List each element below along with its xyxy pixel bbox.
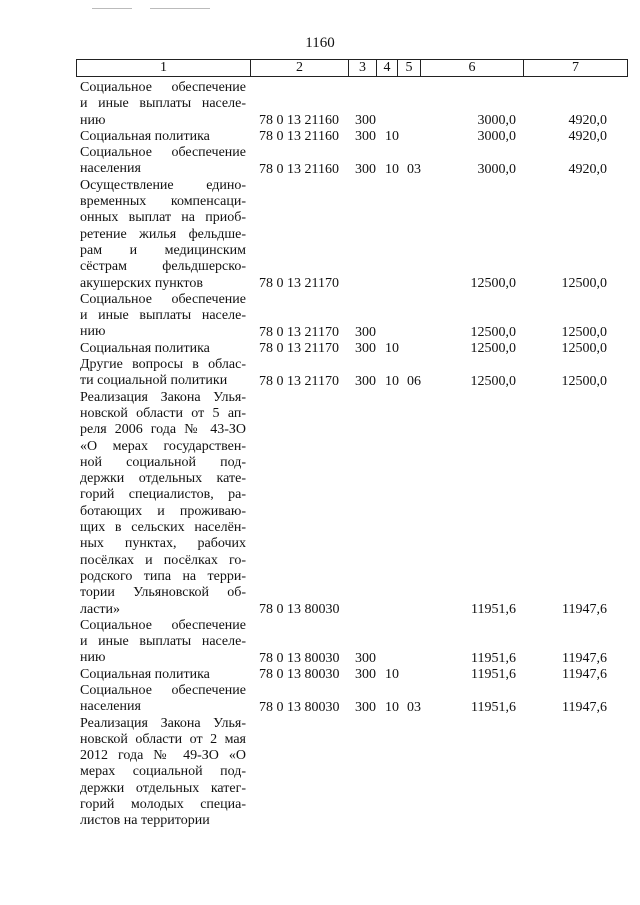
budget-code-cell: 78 0 13 80030 (259, 650, 340, 666)
row-description (80, 390, 246, 618)
amount-col7-cell: 11947,6 (562, 601, 607, 617)
budget-code-cell: 78 0 13 21170 (259, 324, 339, 340)
description-line: нию (80, 650, 106, 666)
section-cell: 10 (385, 341, 399, 357)
description-line: ботающих и проживаю- (80, 503, 246, 519)
budget-code-cell: 78 0 13 80030 (259, 601, 340, 617)
amount-col6-cell: 11951,6 (471, 699, 516, 715)
description-line: Социальное обеспечение (80, 145, 246, 161)
description-line: Социальное обеспечение (80, 291, 246, 307)
table-body (0, 80, 640, 830)
description-line: 2012 года № 49-ЗО «О (80, 748, 246, 764)
row-values (0, 814, 640, 830)
budget-code-cell: 78 0 13 21170 (259, 275, 339, 291)
description-line: Реализация Закона Улья- (80, 715, 246, 731)
description-line: и иные выплаты населе- (80, 96, 246, 112)
description-line: ретение жилья фельдше- (80, 226, 246, 242)
description-line: ных пунктах, рабочих (80, 536, 246, 552)
description-line: и иные выплаты населе- (80, 308, 246, 324)
description-line: сёстрам фельдшерско- (80, 259, 246, 275)
description-line: онных выплат на приоб- (80, 210, 246, 226)
description-line: рам и медицинским (80, 242, 246, 258)
description-line: ти социальной политики (80, 373, 228, 389)
row-values (0, 325, 640, 341)
header-cell: 2 (251, 60, 349, 76)
description-line: Социальное обеспечение (80, 80, 246, 95)
amount-col7-cell: 12500,0 (561, 324, 607, 340)
description-line: «О мерах государствен- (80, 438, 246, 454)
description-line: ной социальной под- (80, 454, 246, 470)
row-values (0, 374, 640, 390)
description-line: новской области от 2 мая (80, 731, 246, 747)
description-line: посёлках и посёлках го- (80, 552, 246, 568)
row-values (0, 162, 640, 178)
subsection-cell: 03 (407, 699, 421, 715)
header-cell: 1 (77, 60, 251, 76)
table-row (0, 390, 640, 618)
amount-col7-cell: 12500,0 (561, 373, 607, 389)
description-line: Реализация Закона Улья- (80, 389, 246, 405)
description-line: Социальное обеспечение (80, 682, 246, 698)
budget-code-cell: 78 0 13 80030 (259, 699, 340, 715)
table-row (0, 357, 640, 390)
table-row (0, 716, 640, 830)
section-cell: 10 (385, 666, 399, 682)
expense-type-cell: 300 (355, 341, 376, 357)
expense-type-cell: 300 (355, 324, 376, 340)
budget-code-cell: 78 0 13 21160 (259, 161, 339, 177)
description-line: мерах социальной под- (80, 764, 246, 780)
amount-col7-cell: 11947,6 (562, 666, 607, 682)
amount-col6-cell: 11951,6 (471, 650, 516, 666)
amount-col7-cell: 12500,0 (561, 275, 607, 291)
amount-col7-cell: 11947,6 (562, 699, 607, 715)
description-line: Социальная политика (80, 666, 210, 682)
table-row (0, 667, 640, 683)
description-line: временных компенсаци- (80, 194, 246, 210)
section-cell: 10 (385, 161, 399, 177)
row-values (0, 700, 640, 716)
budget-code-cell: 78 0 13 21170 (259, 341, 339, 357)
expense-type-cell: 300 (355, 699, 376, 715)
description-line: новской области от 5 ап- (80, 405, 246, 421)
amount-col6-cell: 3000,0 (477, 129, 516, 145)
header-cell: 5 (398, 60, 421, 76)
table-row (0, 683, 640, 716)
description-line: держки отдельных кате- (80, 471, 246, 487)
description-line: населения (80, 699, 141, 715)
amount-col6-cell: 12500,0 (470, 373, 516, 389)
amount-col6-cell: 12500,0 (470, 324, 516, 340)
description-line: Социальная политика (80, 340, 210, 356)
header-cell: 3 (349, 60, 377, 76)
table-row (0, 292, 640, 341)
row-values (0, 651, 640, 667)
expense-type-cell: 300 (355, 129, 376, 145)
amount-col7-cell: 4920,0 (568, 129, 607, 145)
row-values (0, 129, 640, 145)
amount-col7-cell: 4920,0 (568, 161, 607, 177)
description-line: горий молодых специа- (80, 797, 246, 813)
expense-type-cell: 300 (355, 161, 376, 177)
description-line: щих в сельских населён- (80, 520, 246, 536)
header-cell: 4 (377, 60, 398, 76)
budget-code-cell: 78 0 13 21170 (259, 373, 339, 389)
description-line: Другие вопросы в облас- (80, 357, 246, 373)
description-line: листов на территории (80, 813, 210, 829)
amount-col6-cell: 12500,0 (470, 275, 516, 291)
description-line: ласти» (80, 601, 121, 617)
table-row (0, 341, 640, 357)
table-row (0, 618, 640, 667)
row-values (0, 667, 640, 683)
description-line: Социальная политика (80, 128, 210, 144)
subsection-cell: 06 (407, 373, 421, 389)
amount-col6-cell: 3000,0 (477, 112, 516, 128)
table-header (76, 59, 628, 77)
page-number: 1160 (305, 35, 335, 51)
section-cell: 10 (385, 129, 399, 145)
description-line: горий специалистов, ра- (80, 487, 246, 503)
description-line: тории Ульяновской об- (80, 585, 246, 601)
row-values (0, 602, 640, 618)
table-row (0, 145, 640, 178)
description-line: населения (80, 161, 141, 177)
description-line: Осуществление едино- (80, 177, 246, 193)
description-line: держки отдельных катег- (80, 780, 246, 796)
row-values (0, 341, 640, 357)
amount-col6-cell: 11951,6 (471, 601, 516, 617)
subsection-cell: 03 (407, 161, 421, 177)
description-line: родского типа на терри- (80, 568, 246, 584)
description-line: нию (80, 324, 106, 340)
amount-col6-cell: 12500,0 (470, 341, 516, 357)
scan-artifact (92, 8, 132, 9)
description-line: и иные выплаты населе- (80, 634, 246, 650)
row-description (80, 716, 246, 830)
table-row (0, 129, 640, 145)
budget-code-cell: 78 0 13 80030 (259, 666, 340, 682)
table-row (0, 178, 640, 292)
description-line: акушерских пунктов (80, 275, 203, 291)
description-line: реля 2006 года № 43-ЗО (80, 422, 246, 438)
header-cell: 7 (572, 60, 579, 75)
description-line: нию (80, 112, 106, 128)
table-row (0, 80, 640, 129)
row-description (80, 178, 246, 292)
row-values (0, 276, 640, 292)
section-cell: 10 (385, 373, 399, 389)
description-line: Социальное обеспечение (80, 617, 246, 633)
amount-col7-cell: 4920,0 (568, 112, 607, 128)
budget-code-cell: 78 0 13 21160 (259, 112, 339, 128)
amount-col7-cell: 12500,0 (561, 341, 607, 357)
row-values (0, 113, 640, 129)
expense-type-cell: 300 (355, 650, 376, 666)
budget-code-cell: 78 0 13 21160 (259, 129, 339, 145)
header-cell: 6 (421, 60, 524, 76)
amount-col6-cell: 3000,0 (477, 161, 516, 177)
expense-type-cell: 300 (355, 666, 376, 682)
expense-type-cell: 300 (355, 112, 376, 128)
section-cell: 10 (385, 699, 399, 715)
amount-col7-cell: 11947,6 (562, 650, 607, 666)
expense-type-cell: 300 (355, 373, 376, 389)
scan-artifact (150, 8, 210, 9)
amount-col6-cell: 11951,6 (471, 666, 516, 682)
